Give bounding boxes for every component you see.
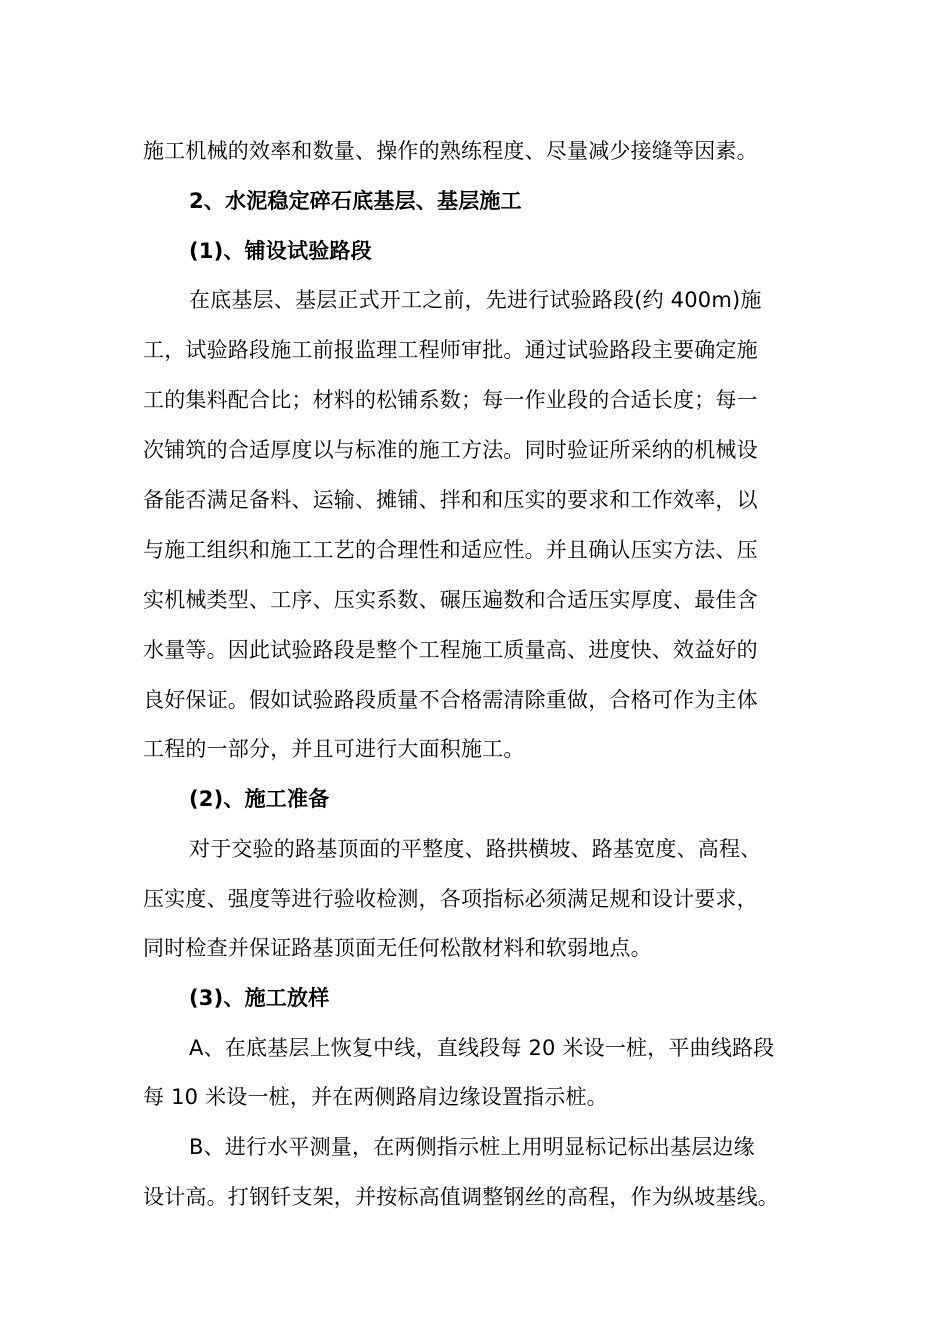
paragraph-line: A、在底基层上恢复中线，直线段每 20 米设一桩，平曲线路段 bbox=[189, 1036, 775, 1060]
paragraph-line: 同时检查并保证路基顶面无任何松散材料和软弱地点。 bbox=[143, 936, 652, 960]
paragraph-line: 次铺筑的合适厚度以与标准的施工方法。同时验证所采纳的机械设 bbox=[143, 438, 758, 462]
paragraph-line: 在底基层、基层正式开工之前，先进行试验路段(约 400m)施 bbox=[189, 288, 762, 312]
paragraph-line: 施工机械的效率和数量、操作的熟练程度、尽量减少接缝等因素。 bbox=[143, 139, 758, 163]
paragraph-line: 工的集料配合比；材料的松铺系数；每一作业段的合适长度；每一 bbox=[143, 388, 758, 412]
paragraph-line: 压实度、强度等进行验收检测，各项指标必须满足规和设计要求， bbox=[143, 887, 758, 911]
paragraph-line: 备能否满足备料、运输、摊铺、拌和和压实的要求和工作效率，以 bbox=[143, 488, 758, 512]
paragraph-line: 设计高。打钢钎支架，并按标高值调整钢丝的高程，作为纵坡基线。 bbox=[143, 1185, 779, 1209]
paragraph-line: 工程的一部分，并且可进行大面积施工。 bbox=[143, 737, 525, 761]
subsection-heading: (3)、施工放样 bbox=[189, 986, 330, 1010]
subsection-heading: (1)、铺设试验路段 bbox=[189, 239, 372, 263]
paragraph-line: 对于交验的路基顶面的平整度、路拱横坡、路基宽度、高程、 bbox=[189, 837, 762, 861]
paragraph-line: B、进行水平测量，在两侧指示桩上用明显标记标出基层边缘 bbox=[189, 1135, 755, 1159]
paragraph-line: 与施工组织和施工工艺的合理性和适应性。并且确认压实方法、压 bbox=[143, 538, 758, 562]
subsection-heading: (2)、施工准备 bbox=[189, 787, 330, 811]
section-heading: 2、水泥稳定碎石底基层、基层施工 bbox=[189, 189, 522, 213]
paragraph-line: 良好保证。假如试验路段质量不合格需清除重做，合格可作为主体 bbox=[143, 688, 758, 712]
paragraph-line: 水量等。因此试验路段是整个工程施工质量高、进度快、效益好的 bbox=[143, 638, 758, 662]
paragraph-line: 实机械类型、工序、压实系数、碾压遍数和合适压实厚度、最佳含 bbox=[143, 588, 758, 612]
paragraph-line: 每 10 米设一桩，并在两侧路肩边缘设置指示桩。 bbox=[143, 1085, 608, 1109]
paragraph-line: 工，试验路段施工前报监理工程师审批。通过试验路段主要确定施 bbox=[143, 338, 758, 362]
